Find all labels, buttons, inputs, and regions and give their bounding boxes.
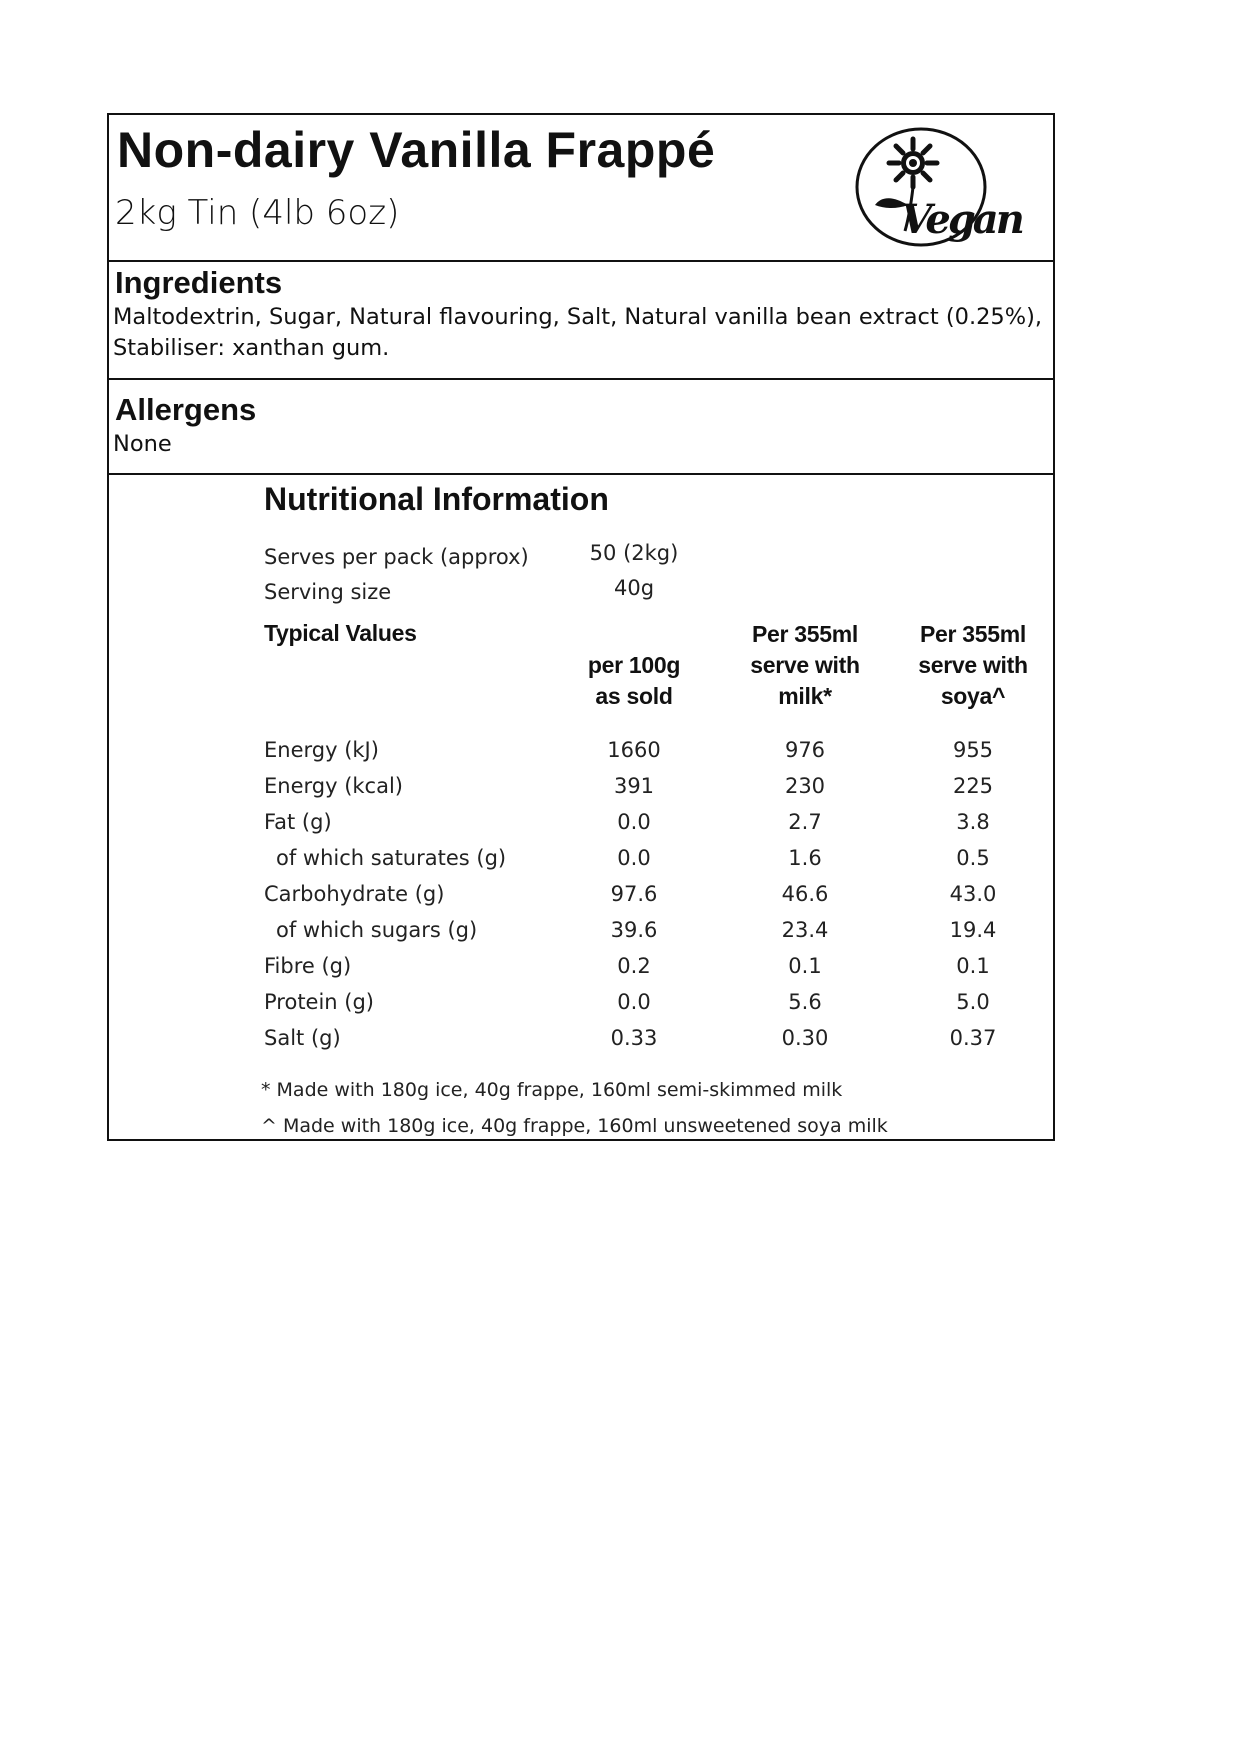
value-per-100g: 1660 [607, 738, 661, 762]
col-header-line: serve with [918, 652, 1028, 678]
table-row [109, 882, 1053, 918]
value-soya: 0.1 [956, 954, 990, 978]
value-per-100g: 0.0 [617, 846, 651, 870]
ingredients-line-1: Maltodextrin, Sugar, Natural flavouring, Salt, Natural vanilla bean extract (0.25%), [113, 304, 1043, 330]
row-label: Carbohydrate (g) [264, 882, 445, 906]
table-row [109, 774, 1053, 810]
value-per-100g: 39.6 [610, 918, 658, 942]
col-header-line: milk* [778, 683, 832, 709]
table-row [109, 954, 1053, 990]
col-header-line: Per 355ml [752, 621, 858, 647]
value-per-100g: 0.0 [617, 810, 651, 834]
row-label: Energy (kcal) [264, 774, 403, 798]
col-header-line: serve with [750, 652, 860, 678]
value-per-100g: 0.0 [617, 990, 651, 1014]
value-milk: 5.6 [788, 990, 822, 1014]
value-milk: 1.6 [788, 846, 822, 870]
col-header-soya [893, 619, 1053, 712]
value-milk: 976 [784, 738, 826, 762]
value-milk: 0.30 [781, 1026, 829, 1050]
value-milk: 2.7 [788, 810, 822, 834]
typical-values-label: Typical Values [264, 620, 417, 646]
allergens-section [109, 380, 1053, 475]
row-label: Protein (g) [264, 990, 375, 1014]
table-row [109, 738, 1053, 774]
row-label: Fat (g) [264, 810, 332, 834]
col-header-line: Per 355ml [920, 621, 1026, 647]
footnote-soya: ^ Made with 180g ice, 40g frappe, 160ml unsweetened soya milk [261, 1115, 888, 1137]
product-name: Non-dairy Vanilla Frappé [117, 122, 716, 178]
value-soya: 5.0 [956, 990, 990, 1014]
row-label: of which saturates (g) [276, 846, 507, 870]
vegan-logo-icon [851, 125, 1031, 253]
value-soya: 225 [952, 774, 994, 798]
value-milk: 230 [784, 774, 826, 798]
table-row [109, 846, 1053, 882]
value-milk: 23.4 [781, 918, 829, 942]
svg-text:Vegan: Vegan [901, 196, 1022, 243]
value-soya: 0.37 [949, 1026, 997, 1050]
row-label: Fibre (g) [264, 954, 352, 978]
value-soya: 19.4 [949, 918, 997, 942]
table-row [109, 1026, 1053, 1062]
table-row [109, 810, 1053, 846]
serving-size-label: Serving size [264, 580, 392, 604]
value-milk: 0.1 [788, 954, 822, 978]
title-section [109, 115, 1053, 262]
value-per-100g: 0.2 [617, 954, 651, 978]
value-milk: 46.6 [781, 882, 829, 906]
serves-label: Serves per pack (approx) [264, 545, 529, 569]
nutrition-section [109, 475, 1053, 1139]
value-per-100g: 391 [613, 774, 655, 798]
product-label-card [107, 113, 1055, 1141]
row-label: Salt (g) [264, 1026, 341, 1050]
col-header-milk [725, 619, 885, 712]
value-soya: 0.5 [956, 846, 990, 870]
ingredients-line-2: Stabiliser: xanthan gum. [113, 335, 390, 361]
ingredients-heading: Ingredients [115, 265, 283, 300]
ingredients-section [109, 262, 1053, 380]
serves-value: 50 (2kg) [589, 541, 679, 565]
table-row [109, 918, 1053, 954]
row-label: Energy (kJ) [264, 738, 379, 762]
value-per-100g: 0.33 [610, 1026, 658, 1050]
value-per-100g: 97.6 [610, 882, 658, 906]
col-header-per-100g [554, 650, 714, 712]
value-soya: 3.8 [956, 810, 990, 834]
col-header-line: per 100g [587, 652, 681, 678]
table-row [109, 990, 1053, 1026]
nutrition-heading: Nutritional Information [264, 481, 609, 517]
value-soya: 43.0 [949, 882, 997, 906]
allergens-heading: Allergens [115, 392, 257, 427]
col-header-line: as sold [595, 683, 673, 709]
footnote-milk: * Made with 180g ice, 40g frappe, 160ml semi-skimmed milk [261, 1079, 843, 1101]
pack-size: 2kg Tin (4lb 6oz) [115, 193, 400, 233]
row-label: of which sugars (g) [276, 918, 478, 942]
allergens-text: None [113, 431, 172, 457]
value-soya: 955 [952, 738, 994, 762]
serving-size-value: 40g [613, 576, 655, 600]
col-header-line: soya^ [940, 683, 1006, 709]
